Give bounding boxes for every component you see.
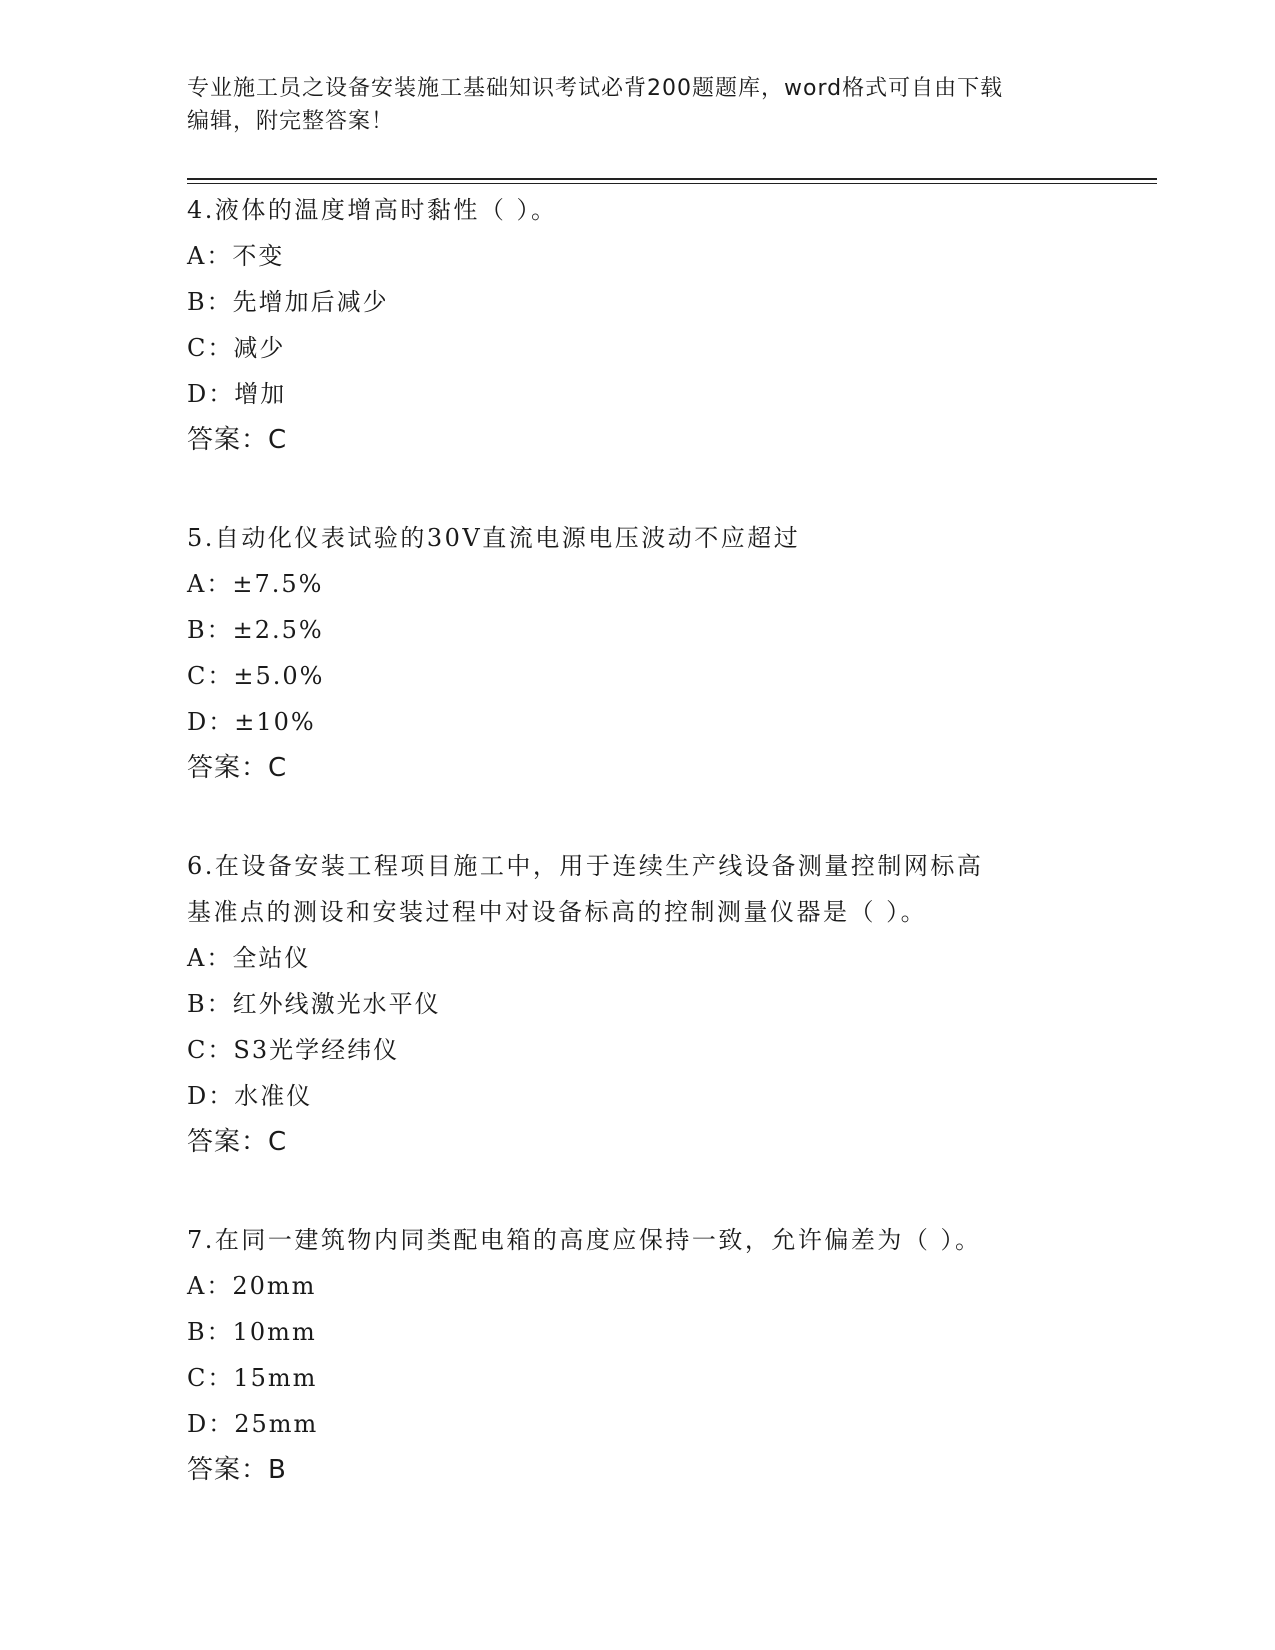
option-key: A： bbox=[187, 944, 233, 972]
option-d bbox=[187, 371, 1107, 417]
option-text: 25mm bbox=[234, 1410, 319, 1438]
header-line-1: 专业施工员之设备安装施工基础知识考试必背200题题库，word格式可自由下载 bbox=[187, 76, 1004, 101]
option-key: D： bbox=[187, 1410, 235, 1438]
option-key: B： bbox=[187, 288, 233, 316]
option-c bbox=[187, 1027, 1107, 1073]
header-divider-thick bbox=[187, 178, 1157, 180]
question-5 bbox=[187, 515, 1107, 791]
option-text: 15mm bbox=[233, 1364, 318, 1392]
option-text: 先增加后减少 bbox=[232, 288, 389, 316]
option-text: 10mm bbox=[232, 1318, 317, 1346]
option-a bbox=[187, 935, 1107, 981]
option-b bbox=[187, 981, 1107, 1027]
option-d bbox=[187, 699, 1107, 745]
option-text: 水准仪 bbox=[234, 1082, 313, 1110]
option-a bbox=[187, 233, 1107, 279]
question-stem: 6.在设备安装工程项目施工中，用于连续生产线设备测量控制网标高 bbox=[187, 852, 984, 880]
option-d bbox=[187, 1073, 1107, 1119]
option-text: 不变 bbox=[232, 242, 285, 270]
option-key: D： bbox=[187, 380, 235, 408]
option-key: B： bbox=[187, 616, 233, 644]
option-text: ±5.0% bbox=[233, 662, 325, 690]
option-a bbox=[187, 1263, 1107, 1309]
option-b bbox=[187, 1309, 1107, 1355]
answer-line: 答案：B bbox=[187, 1455, 287, 1485]
option-key: D： bbox=[187, 708, 235, 736]
option-b bbox=[187, 279, 1107, 325]
answer-line: 答案：C bbox=[187, 425, 288, 455]
option-text: 红外线激光水平仪 bbox=[232, 990, 441, 1018]
option-text: ±7.5% bbox=[232, 570, 324, 598]
option-key: C： bbox=[187, 1364, 234, 1392]
option-key: C： bbox=[187, 662, 234, 690]
option-key: C： bbox=[187, 1036, 234, 1064]
option-c bbox=[187, 1355, 1107, 1401]
option-key: B： bbox=[187, 990, 233, 1018]
option-text: 20mm bbox=[232, 1272, 317, 1300]
question-4 bbox=[187, 187, 1107, 463]
question-stem: 5.自动化仪表试验的30V直流电源电压波动不应超过 bbox=[187, 524, 801, 552]
option-c bbox=[187, 653, 1107, 699]
option-key: A： bbox=[187, 1272, 233, 1300]
option-c bbox=[187, 325, 1107, 371]
question-6 bbox=[187, 843, 1107, 1165]
option-key: C： bbox=[187, 334, 234, 362]
answer-line: 答案：C bbox=[187, 1127, 288, 1157]
question-stem-continued: 基准点的测设和安装过程中对设备标高的控制测量仪器是（ ）。 bbox=[187, 898, 928, 926]
option-text: S3光学经纬仪 bbox=[233, 1036, 400, 1064]
option-text: ±10% bbox=[234, 708, 316, 736]
option-key: A： bbox=[187, 570, 233, 598]
option-b bbox=[187, 607, 1107, 653]
option-text: 减少 bbox=[233, 334, 286, 362]
question-list bbox=[187, 187, 1107, 1545]
question-7 bbox=[187, 1217, 1107, 1493]
option-key: B： bbox=[187, 1318, 233, 1346]
option-key: A： bbox=[187, 242, 233, 270]
question-stem: 7.在同一建筑物内同类配电箱的高度应保持一致，允许偏差为（ ）。 bbox=[187, 1226, 982, 1254]
header-line-2: 编辑，附完整答案！ bbox=[187, 109, 395, 134]
option-text: ±2.5% bbox=[232, 616, 324, 644]
document-header bbox=[187, 72, 1087, 138]
option-text: 增加 bbox=[234, 380, 287, 408]
option-d bbox=[187, 1401, 1107, 1447]
question-stem: 4.液体的温度增高时黏性（ ）。 bbox=[187, 196, 558, 224]
option-a bbox=[187, 561, 1107, 607]
option-key: D： bbox=[187, 1082, 235, 1110]
header-divider-thin bbox=[187, 183, 1157, 184]
option-text: 全站仪 bbox=[232, 944, 311, 972]
answer-line: 答案：C bbox=[187, 753, 288, 783]
